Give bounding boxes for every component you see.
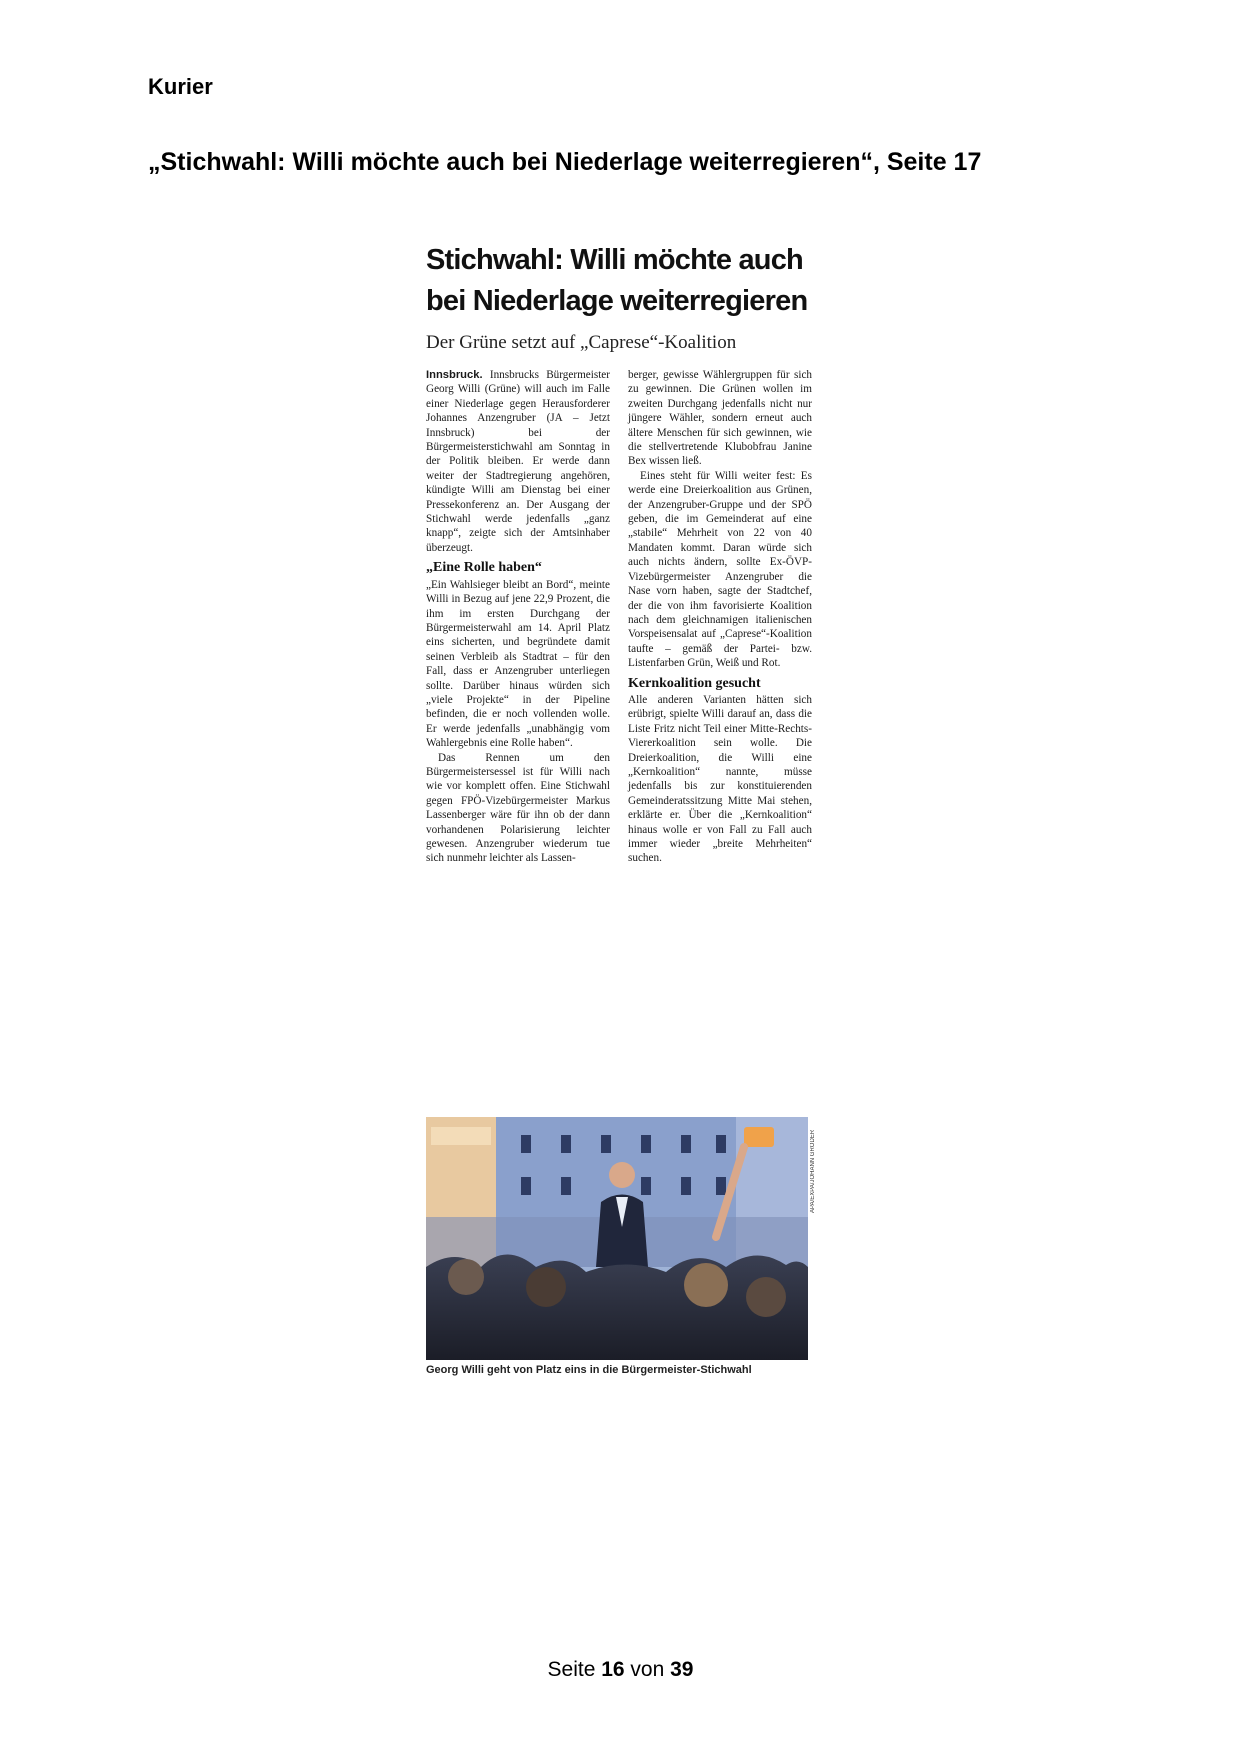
crowd-photo-illustration	[426, 1117, 808, 1360]
paragraph-text: Innsbrucks Bürgermeister Georg Willi (Grüne) will auch im Falle einer Niederlage gegen Herausforderer Johannes Anzengruber (JA – Jetzt Innsbruck) bei der Bürgermeisterstichwahl am Sonntag in der Politik bleiben. Er werde dann weiter der Stadtregierung angehören, kündigte Willi am Dienstag bei einer Pressekonferenz an. Der Ausgang der Stichwahl werde jedenfalls „ganz knapp“, zeigte sich der Amtsinhaber überzeugt.	[426, 369, 610, 554]
dateline: Innsbruck.	[426, 369, 483, 381]
paragraph: Das Rennen um den Bürgermeistersessel ist für Willi nach wie vor komplett offen. Eine Stichwahl gegen FPÖ-Vizebürgermeister Markus Lassenberger wäre für ihn ob der dann vorhandenen Polarisierung leichter gewesen. Anzengruber wiederum tue sich nunmehr leichter als Lassen-	[426, 751, 610, 865]
paragraph: „Ein Wahlsieger bleibt an Bord“, meinte Willi in Bezug auf jene 22,9 Prozent, die ihm im ersten Durchgang der Bürgermeisterwahl am 14. April Platz eins sicherten, und begründete damit seinen Verbleib als Stadtrat – für den Fall, dass er Anzengruber unterliegen sollte. Darüber hinaus würden sich „viele Projekte“ in der Pipeline befinden, die er noch vollenden wolle. Er werde jedenfalls „unabhängig vom Wahlergebnis eine Rolle haben“.	[426, 578, 610, 750]
section-heading: Kernkoalition gesucht	[628, 675, 761, 691]
article-subhead: Der Grüne setzt auf „Caprese“-Koalition	[426, 332, 737, 353]
photo-credit: APA/EXPA/JOHANN GRODER	[810, 1129, 816, 1213]
article-column-right	[628, 368, 812, 866]
article-headline	[426, 240, 812, 322]
current-page-number: 16	[601, 1658, 625, 1681]
page-footer	[0, 1658, 1241, 1682]
photo-caption: Georg Willi geht von Platz eins in die Bürgermeister-Stichwahl	[426, 1364, 752, 1376]
paragraph: Eines steht für Willi weiter fest: Es werde eine Dreierkoalition aus Grünen, der Anzengruber-Gruppe und der SPÖ geben, die im Gemeinderat auf eine „stabile“ Mehrheit von 22 von 40 Mandaten kommt. Daran würde sich auch nichts ändern, sollte Ex-ÖVP-Vizebürgermeister Anzengruber die Nase vorn haben, sagte der Stadtchef, der die von ihm favorisierte Koalition nach dem gleichnamigen italienischen Vorspeisensalat auf „Caprese“-Koalition taufte – gemäß der Partei- bzw. Listenfarben Grün, Weiß und Rot.	[628, 469, 812, 670]
paragraph: Alle anderen Varianten hätten sich erübrigt, spielte Willi darauf an, dass die Liste Fritz nicht Teil einer Mitte-Rechts-Viererkoalition sein wolle. Die Dreierkoalition, die Willi eine „Kernkoalition“ nannte, müsse jedenfalls bis zur konstituierenden Gemeinderatssitzung Mitte Mai stehen, erklärte er. Über die „Kernkoalition“ hinaus wolle er von Fall zu Fall auch immer wieder „breite Mehrheiten“ suchen.	[628, 693, 812, 865]
headline-line-1: Stichwahl: Willi möchte auch	[426, 244, 803, 276]
paragraph	[426, 368, 610, 555]
newspaper-clipping	[426, 240, 812, 866]
article-photo	[426, 1117, 808, 1360]
article-columns	[426, 368, 812, 866]
paragraph: berger, gewisse Wählergruppen für sich zu gewinnen. Die Grünen wollen im zweiten Durchgang jedenfalls nicht nur jüngere Wähler, sondern erneut auch ältere Menschen für sich gewinnen, wie die stellvertretende Klubobfrau Janine Bex wissen ließ.	[628, 369, 812, 468]
footer-middle: von	[624, 1658, 671, 1681]
source-label: Kurier	[148, 74, 213, 99]
section-heading: „Eine Rolle haben“	[426, 560, 542, 576]
total-page-count: 39	[670, 1658, 694, 1681]
article-column-left	[426, 368, 610, 866]
document-title: „Stichwahl: Willi möchte auch bei Niederlage weiterregieren“, Seite 17	[148, 148, 982, 176]
headline-line-2: bei Niederlage weiterregieren	[426, 285, 808, 317]
footer-prefix: Seite	[547, 1658, 602, 1681]
